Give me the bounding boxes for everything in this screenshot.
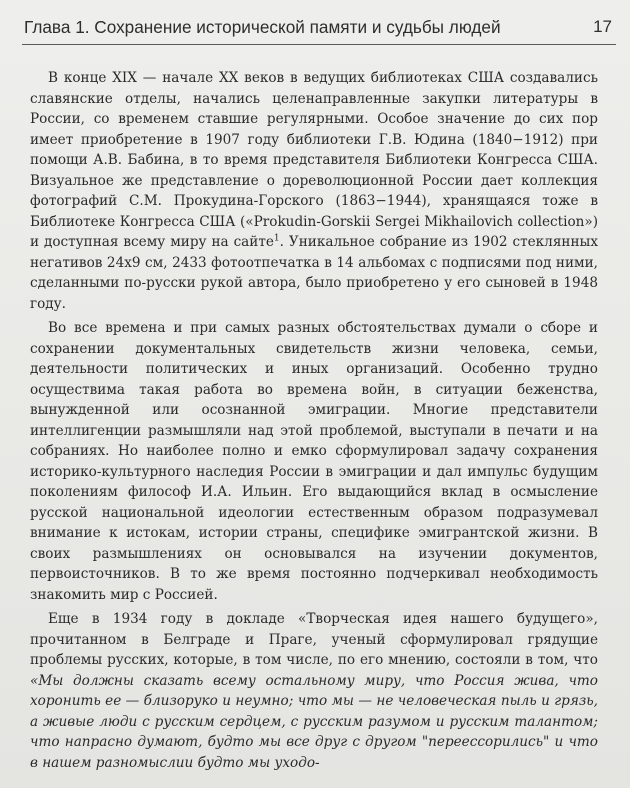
page-number: 17 [593,17,612,36]
running-header [24,14,616,44]
paragraph-1 [30,68,598,314]
paragraph-1-text: В конце XIX — начале XX веков в ведущих библиотеках США создавались славянские отделы, начались целенаправленные закупки литературы в России, со временем ставшие регулярными. Особое значение до сих пор имеет приобретение в 1907 году библиотеки Г.В. Юдина (1840−1912) при помощи А.В. Бабина, в то время представителя Библиотеки Конгресса США. Визуальное же представление о дореволюционной России дает коллекция фотографий С.М. Прокудина-Горского (1863−1944), хранящаяся тоже в Библиотеке Конгресса США («Prokudin-Gorskii Sergei Mikhailovich collection») и доступная всему миру на сайте [30,70,598,250]
header-divider [22,44,616,45]
footnote-marker: 1 [273,233,280,244]
paragraph-2: Во все времена и при самых разных обстоятельствах думали о сборе и сохранении документальных свидетельств жизни человека, семьи, деятельности политических и иных организаций. Особенно трудно осуществима такая работа во времена войн, в ситуации беженства, вынужденной или осознанной эмиграции. Многие представители интеллигенции размышляли над этой проблемой, выступали в печати и на собраниях. Но наиболее полно и емко сформулировал задачу сохранения историко-культурного наследия России в эмиграции и дал импульс будущим поколениям философ И.А. Ильин. Его выдающийся вклад в осмысление русской национальной идеологии естественным образом подразумевал внимание к истокам, истории страны, специфике эмигрантской жизни. В своих размышлениях он основывался на изучении документов, первоисточников. В то же время постоянно подчеркивал необходимость знакомить мир с Россией. [30,320,598,603]
paragraph-1-text-end: . Уникальное собрание из 1902 стеклянных негативов 24х9 см, 2433 фотоотпечатка в 14 альбомах с подписями под ними, сделанными по-русски рукой автора, было приобретено у его сыновей в 1948 году. [30,234,598,312]
ilyin-quote: «Мы должны сказать всему остальному миру, что Россия жива, что хоронить ее — близоруко и неумно; что мы — не человеческая пыль и грязь, а живые люди с русским сердцем, с русским разумом и русским талантом; что напрасно думают, будто мы все друг с другом "переессорились" и что в нашем разномыслии будто мы уходо- [30,672,598,771]
body-text [30,68,598,773]
paragraph-3 [30,609,598,773]
paragraph-3-text: Еще в 1934 году в докладе «Творческая идея нашего будущего», прочитанном в Белграде и Праге, ученый сформулировал грядущие проблемы русских, которые, в том числе, по его мнению, состояли в том, что [30,611,598,668]
chapter-title: Глава 1. Сохранение исторической памяти и судьбы людей [24,17,501,37]
